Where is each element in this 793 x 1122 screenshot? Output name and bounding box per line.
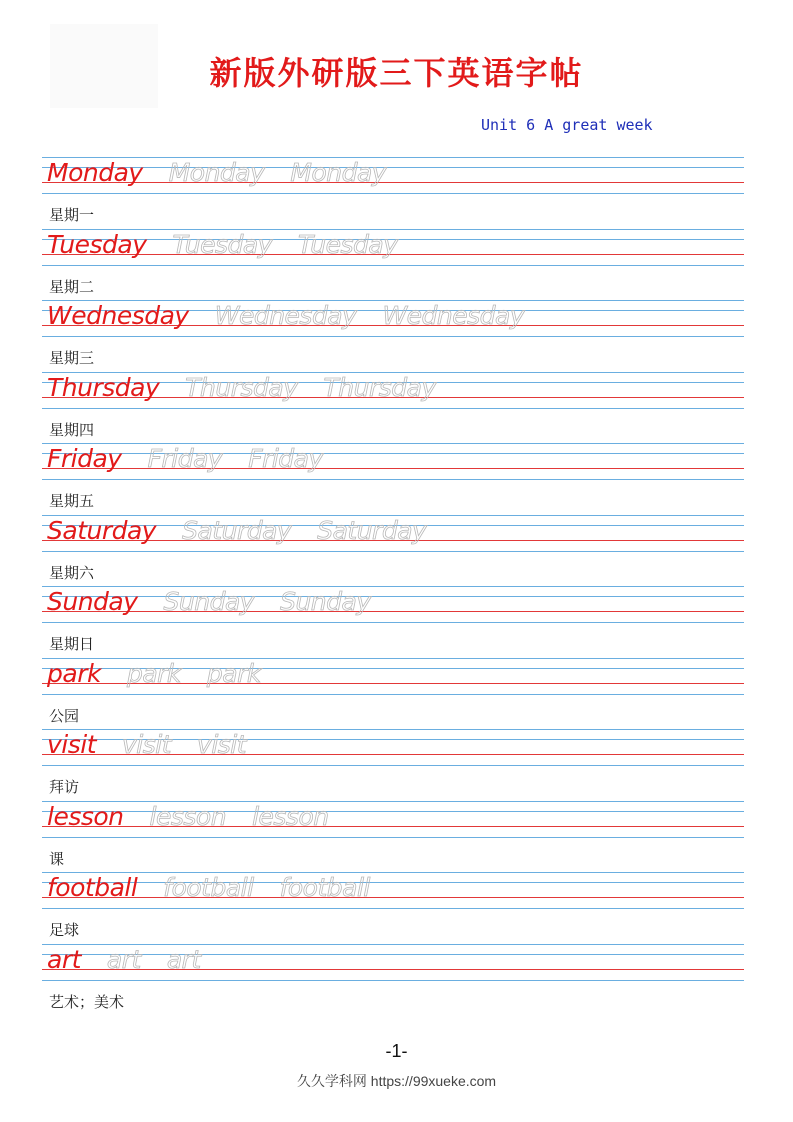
practice-row: [42, 515, 744, 586]
word-meaning: 艺术；美术: [49, 992, 125, 1011]
word-group: [47, 945, 227, 975]
word-meaning: 足球: [49, 921, 80, 939]
word-trace: art: [166, 944, 201, 974]
word-trace: art: [106, 944, 141, 974]
practice-row: [42, 729, 744, 800]
word-sample: Thursday: [47, 372, 160, 402]
page-number: -1-: [385, 1041, 408, 1061]
footer-site: 久久学科网 https://99xueke.com: [296, 1073, 497, 1089]
word-sample: Sunday: [47, 587, 138, 616]
word-trace: Tuesday: [298, 229, 398, 259]
word-sample: park: [47, 658, 101, 688]
practice-row: [42, 872, 744, 943]
word-trace: Saturday: [317, 515, 427, 545]
word-trace: Sunday: [163, 587, 255, 616]
guide-line: [42, 408, 744, 409]
practice-row: [42, 586, 744, 657]
guide-line: [42, 908, 744, 909]
word-meaning: 星期三: [49, 349, 95, 367]
word-trace: Monday: [290, 158, 387, 187]
word-meaning: 星期六: [49, 563, 95, 582]
word-group: [47, 301, 550, 331]
word-trace: Wednesday: [214, 301, 357, 330]
guide-line: [42, 622, 744, 623]
word-sample: art: [47, 944, 81, 974]
practice-row: [42, 658, 744, 729]
word-trace: lesson: [149, 801, 227, 831]
word-group: [47, 659, 287, 689]
word-trace: Thursday: [323, 372, 436, 402]
guide-line: [42, 265, 744, 266]
word-trace: football: [279, 873, 370, 902]
word-group: [47, 444, 349, 474]
word-trace: park: [126, 658, 181, 688]
practice-row: [42, 157, 744, 228]
word-meaning: 拜访: [49, 778, 80, 796]
practice-row: [42, 801, 744, 872]
word-trace: Sunday: [280, 587, 371, 616]
word-meaning: 课: [49, 849, 65, 868]
practice-row: [42, 372, 744, 443]
word-trace: lesson: [252, 801, 329, 831]
word-trace: Friday: [248, 444, 323, 473]
page-title: 新版外研版三下英语字帖: [209, 54, 584, 92]
word-trace: visit: [197, 730, 247, 759]
word-group: [47, 802, 355, 832]
guide-line: [42, 551, 744, 552]
word-sample: Wednesday: [47, 301, 189, 330]
practice-row: [42, 229, 744, 300]
word-sample: Monday: [47, 158, 143, 187]
guide-line: [42, 980, 744, 981]
word-trace: park: [206, 658, 261, 688]
word-trace: football: [163, 873, 254, 902]
word-group: [47, 873, 396, 903]
word-meaning: 星期五: [49, 492, 95, 510]
word-sample: lesson: [47, 801, 124, 831]
unit-subtitle: Unit 6 A great week: [481, 116, 653, 134]
word-sample: Friday: [47, 444, 122, 473]
word-sample: Tuesday: [47, 229, 147, 259]
word-sample: visit: [47, 730, 97, 759]
word-group: [47, 373, 462, 403]
word-trace: Monday: [168, 158, 265, 187]
word-trace: Tuesday: [172, 229, 272, 259]
practice-row: [42, 443, 744, 514]
word-trace: visit: [122, 730, 172, 759]
guide-line: [42, 336, 744, 337]
word-group: [47, 158, 412, 188]
word-sample: football: [47, 873, 138, 902]
guide-line: [42, 193, 744, 194]
word-trace: Wednesday: [382, 301, 525, 330]
word-group: [47, 587, 397, 617]
word-group: [47, 516, 452, 546]
word-meaning: 公园: [49, 706, 80, 725]
guide-line: [42, 765, 744, 766]
word-meaning: 星期日: [49, 635, 95, 653]
word-trace: Friday: [147, 444, 223, 473]
practice-row: [42, 300, 744, 371]
word-trace: Saturday: [182, 515, 292, 545]
word-group: [47, 230, 424, 260]
word-meaning: 星期二: [49, 277, 95, 296]
word-trace: Thursday: [185, 372, 298, 402]
practice-row: [42, 944, 744, 1015]
word-group: [47, 730, 272, 760]
word-meaning: 星期一: [49, 206, 95, 224]
word-meaning: 星期四: [49, 420, 95, 439]
guide-line: [42, 694, 744, 695]
guide-line: [42, 837, 744, 838]
word-sample: Saturday: [47, 515, 157, 545]
guide-line: [42, 479, 744, 480]
